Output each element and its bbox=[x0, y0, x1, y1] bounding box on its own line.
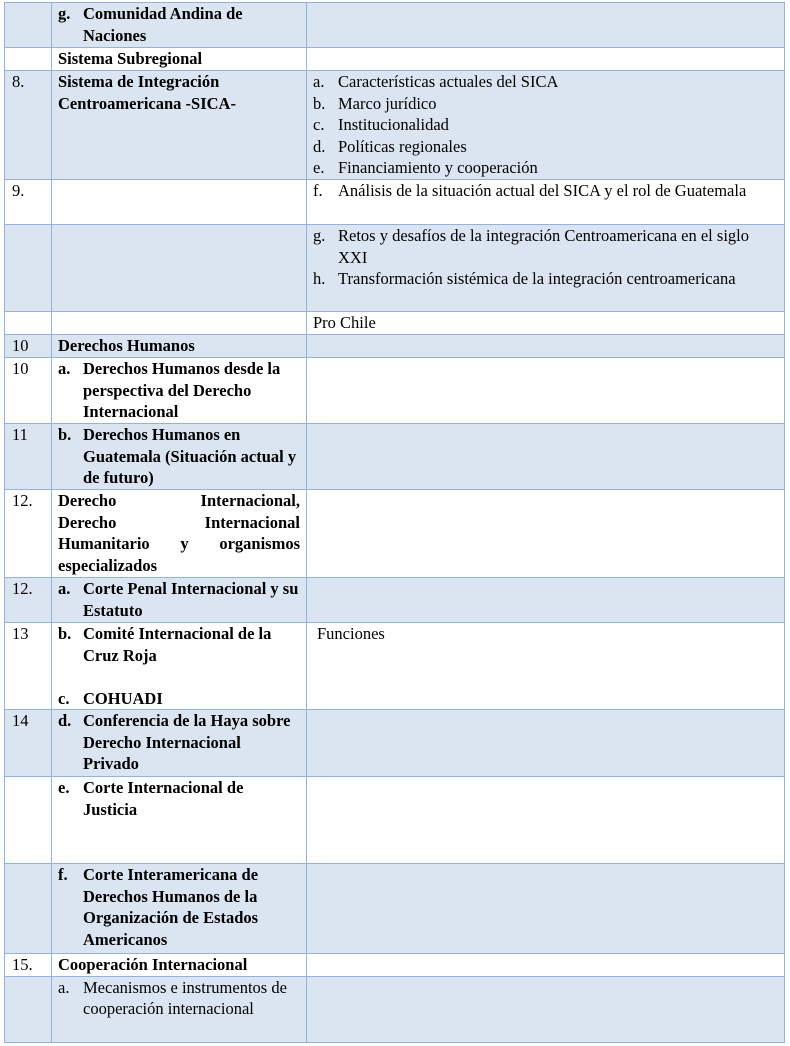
topic-cell: e. Corte Internacional de Justicia bbox=[52, 777, 307, 864]
topic-text: Derecho Internacional, bbox=[58, 491, 300, 510]
table-row bbox=[5, 3, 785, 48]
row-number bbox=[5, 777, 52, 864]
table-row bbox=[5, 335, 785, 358]
detail-cell bbox=[307, 3, 785, 48]
topic-text: Conferencia de la Haya sobre Derecho Internacional Privado bbox=[83, 711, 291, 773]
detail-cell bbox=[307, 864, 785, 954]
table-row bbox=[5, 954, 785, 977]
topic-text: Corte Penal Internacional y su Estatuto bbox=[83, 579, 299, 620]
list-item: h. Transformación sistémica de la integración centroamericana bbox=[313, 269, 736, 288]
detail-cell bbox=[307, 424, 785, 490]
table-row bbox=[5, 358, 785, 424]
topic-text: especializados bbox=[58, 555, 157, 575]
detail-cell bbox=[307, 490, 785, 578]
topic-text: Comunidad Andina de Naciones bbox=[83, 4, 243, 45]
row-number bbox=[5, 3, 52, 48]
table-row bbox=[5, 71, 785, 180]
detail-cell bbox=[307, 180, 785, 225]
detail-cell bbox=[307, 578, 785, 623]
detail-cell bbox=[307, 777, 785, 864]
detail-cell bbox=[307, 71, 785, 180]
detail-cell bbox=[307, 225, 785, 312]
detail-cell bbox=[307, 312, 785, 335]
row-number: 9. bbox=[5, 180, 52, 225]
row-number bbox=[5, 976, 52, 1042]
list-item: g. Retos y desafíos de la integración Centroamericana en el siglo XXI bbox=[313, 226, 749, 267]
table-row bbox=[5, 864, 785, 954]
table-row bbox=[5, 424, 785, 490]
item-label: g. bbox=[58, 4, 71, 23]
topic-text: Derecho Internacional bbox=[58, 512, 300, 532]
table-row bbox=[5, 180, 785, 225]
topic-cell: a. Corte Penal Internacional y su Estatuto bbox=[52, 578, 307, 623]
detail-cell bbox=[307, 623, 785, 710]
topic-cell bbox=[52, 180, 307, 225]
topic-text: Derechos Humanos en Guatemala (Situación actual y de futuro) bbox=[83, 425, 297, 487]
topic-cell bbox=[52, 335, 307, 358]
table-row bbox=[5, 976, 785, 1042]
row-number: 13 bbox=[5, 623, 52, 710]
topic-text: Corte Interamericana de Derechos Humanos de la Organización de Estados Americanos bbox=[83, 865, 259, 949]
list-item: b. Marco jurídico bbox=[313, 93, 437, 113]
row-number: 10 bbox=[5, 335, 52, 358]
table-row bbox=[5, 490, 785, 578]
row-number: 12. bbox=[5, 490, 52, 578]
topic-text: Sistema Subregional bbox=[58, 49, 203, 68]
row-number: 14 bbox=[5, 710, 52, 777]
detail-cell bbox=[307, 954, 785, 977]
topic-cell bbox=[52, 48, 307, 71]
row-number: 15. bbox=[5, 954, 52, 977]
topic-cell bbox=[52, 954, 307, 977]
topic-text: Comité Internacional de la Cruz Roja bbox=[83, 624, 272, 665]
topic-cell bbox=[52, 490, 307, 578]
topic-text: Derechos Humanos desde la perspectiva del Derecho Internacional bbox=[83, 359, 281, 421]
detail-cell bbox=[307, 710, 785, 777]
list-item: a. Características actuales del SICA bbox=[313, 72, 559, 91]
table-row bbox=[5, 225, 785, 312]
row-number: 8. bbox=[5, 71, 52, 180]
topic-cell bbox=[52, 312, 307, 335]
table-row bbox=[5, 312, 785, 335]
table-row bbox=[5, 578, 785, 623]
table-row bbox=[5, 710, 785, 777]
topic-text: Derechos Humanos bbox=[58, 336, 195, 355]
detail-text: Pro Chile bbox=[313, 313, 376, 332]
topic-cell: d. Conferencia de la Haya sobre Derecho Internacional Privado bbox=[52, 710, 307, 777]
curriculum-table bbox=[4, 2, 785, 1043]
list-item: d. Políticas regionales bbox=[313, 136, 467, 156]
row-number: 11 bbox=[5, 424, 52, 490]
topic-cell: f. Corte Interamericana de Derechos Humanos de la Organización de Estados Americanos bbox=[52, 864, 307, 954]
topic-cell bbox=[52, 71, 307, 180]
topic-cell: b. Derechos Humanos en Guatemala (Situación actual y de futuro) bbox=[52, 424, 307, 490]
row-number bbox=[5, 312, 52, 335]
detail-cell bbox=[307, 358, 785, 424]
detail-cell bbox=[307, 335, 785, 358]
topic-cell: a. Derechos Humanos desde la perspectiva del Derecho Internacional bbox=[52, 358, 307, 424]
topic-cell bbox=[52, 225, 307, 312]
table-row bbox=[5, 777, 785, 864]
row-number bbox=[5, 864, 52, 954]
row-number: 10 bbox=[5, 358, 52, 424]
list-item: f. Análisis de la situación actual del SICA y el rol de Guatemala bbox=[313, 181, 747, 200]
topic-text: Mecanismos e instrumentos de cooperación internacional bbox=[83, 977, 287, 1018]
row-number bbox=[5, 48, 52, 71]
topic-text: COHUADI bbox=[83, 688, 163, 708]
topic-cell bbox=[52, 3, 307, 48]
table-row bbox=[5, 623, 785, 710]
list-item: c. Institucionalidad bbox=[313, 115, 449, 134]
topic-text: Cooperación Internacional bbox=[58, 955, 248, 974]
detail-cell bbox=[307, 48, 785, 71]
topic-text: Corte Internacional de Justicia bbox=[83, 778, 244, 819]
list-item: e. Financiamiento y cooperación bbox=[313, 158, 538, 177]
detail-text: Funciones bbox=[317, 624, 385, 643]
table-row bbox=[5, 48, 785, 71]
topic-cell: b. Comité Internacional de la Cruz Roja c. COHUADI bbox=[52, 623, 307, 710]
topic-cell: a. Mecanismos e instrumentos de cooperación internacional bbox=[52, 976, 307, 1042]
row-number bbox=[5, 225, 52, 312]
topic-text: Humanitario y organismos bbox=[58, 534, 300, 553]
detail-cell bbox=[307, 976, 785, 1042]
topic-text: Sistema de Integración Centroamericana -SICA- bbox=[58, 72, 236, 113]
row-number: 12. bbox=[5, 578, 52, 623]
